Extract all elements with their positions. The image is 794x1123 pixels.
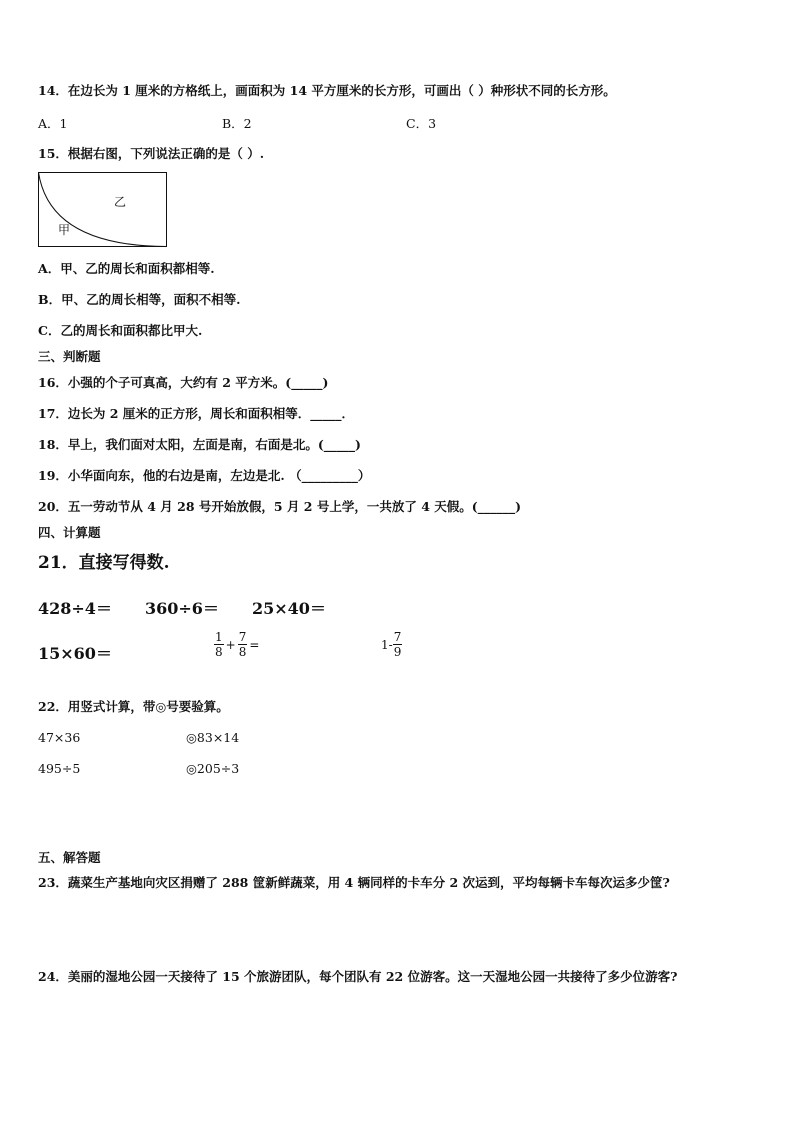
figure-label-yi: 乙	[114, 195, 127, 209]
question-19: 19．小华面向东，他的右边是南，左边是北. （_________）	[38, 468, 371, 483]
rectangle-arc-figure	[38, 172, 168, 248]
fraction-7-9: 7 9	[393, 630, 402, 659]
calc-47-times-36: 47×36	[38, 730, 81, 745]
question-21: 21．直接写得数.	[38, 553, 170, 573]
question-18: 18．早上，我们面对太阳，左面是南，右面是北。(_____)	[38, 437, 361, 452]
calc-360-div-6: 360÷6＝	[145, 599, 219, 618]
q15-option-b: B．甲、乙的周长相等，面积不相等.	[38, 292, 241, 307]
section-5-heading: 五、解答题	[38, 850, 101, 865]
calc-428-div-4: 428÷4＝	[38, 599, 112, 618]
calc-25-times-40: 25×40＝	[252, 599, 326, 618]
q14-option-c: C．3	[406, 116, 437, 131]
question-14: 14．在边长为 1 厘米的方格纸上，画面积为 14 平方厘米的长方形，可画出（ ）种形状不同的长方形。	[38, 83, 616, 98]
q15-option-a: A．甲、乙的周长和面积都相等.	[38, 261, 215, 276]
fraction-difference: 1- 7 9	[381, 630, 402, 659]
question-15: 15．根据右图，下列说法正确的是（ ）.	[38, 146, 265, 161]
question-22: 22．用竖式计算，带◎号要验算。	[38, 699, 229, 714]
question-23: 23．蔬菜生产基地向灾区捐赠了 288 筐新鲜蔬菜，用 4 辆同样的卡车分 2 次运到，平均每辆卡车每次运多少筐?	[38, 875, 670, 890]
section-4-heading: 四、计算题	[38, 525, 101, 540]
q14-option-b: B．2	[222, 116, 252, 131]
q15-option-c: C．乙的周长和面积都比甲大.	[38, 323, 203, 338]
calc-15-times-60: 15×60＝	[38, 644, 112, 663]
fraction-sum: 1 8 + $\frac{7}{8}$ =	[215, 630, 260, 659]
fraction-1-8: 1 8	[215, 630, 223, 659]
figure-label-jia: 甲	[58, 223, 71, 237]
question-24: 24．美丽的湿地公园一天接待了 15 个旅游团队，每个团队有 22 位游客。这一天湿地公园一共接待了多少位游客?	[38, 969, 678, 984]
calc-83-times-14: ◎83×14	[186, 730, 240, 745]
calc-495-div-5: 495÷5	[38, 761, 81, 776]
section-3-heading: 三、判断题	[38, 349, 101, 364]
question-17: 17．边长为 2 厘米的正方形，周长和面积相等．_____．	[38, 406, 355, 421]
question-16: 16．小强的个子可真高，大约有 2 平方米。(_____)	[38, 375, 329, 390]
calc-205-div-3: ◎205÷3	[186, 761, 240, 776]
fraction-7-8: $\frac{7}{8}$	[238, 630, 247, 659]
q14-option-a: A．1	[38, 116, 68, 131]
question-20: 20．五一劳动节从 4 月 28 号开始放假，5 月 2 号上学，一共放了 4 天假。(______)	[38, 499, 522, 514]
